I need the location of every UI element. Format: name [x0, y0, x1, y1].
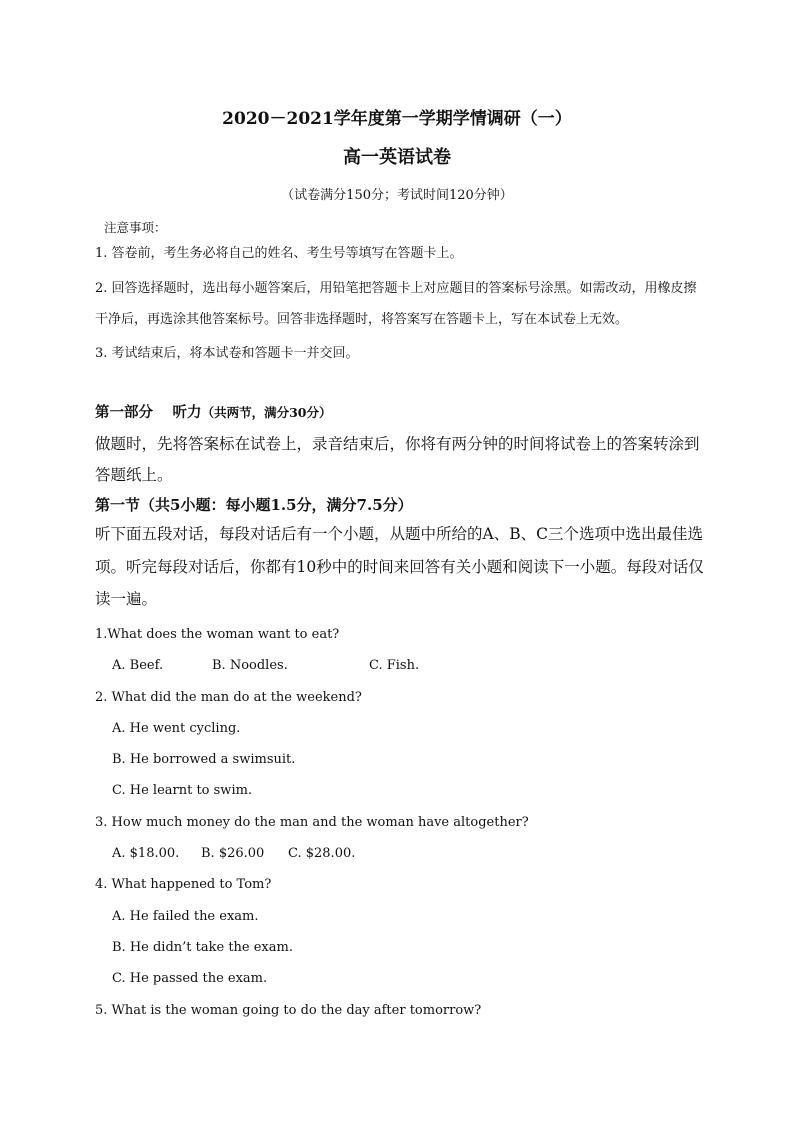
option: B. He didn’t take the exam.	[112, 939, 293, 955]
option: C. He learnt to swim.	[112, 783, 253, 799]
notice-heading: 注意事项：	[104, 220, 167, 235]
option: A. Beef.	[112, 658, 164, 674]
question-stem: 4. What happened to Tom?	[95, 877, 272, 893]
notice-list	[95, 244, 703, 380]
option: A. He failed the exam.	[112, 908, 259, 924]
option: A. $18.00.	[112, 846, 180, 862]
question-stem: 1.What does the woman want to eat?	[95, 627, 340, 642]
notice-item: 3. 考试结束后，将本试卷和答题卡一并交回。	[95, 346, 359, 361]
option: A. He went cycling.	[112, 720, 241, 736]
option: C. $28.00.	[288, 846, 356, 862]
option-row	[95, 838, 529, 869]
exam-title: 2020－2021学年度第一学期学情调研（一）	[222, 109, 572, 129]
part-heading-note: （共两节，满分30分）	[201, 405, 332, 420]
question-list	[95, 619, 529, 1026]
section-heading: 第一节（共5小题：每小题1.5分，满分7.5分）	[95, 496, 413, 514]
option: C. He passed the exam.	[112, 971, 268, 987]
question-stem: 2. What did the man do at the weekend?	[95, 689, 362, 705]
notice-item: 1. 答卷前，考生务必将自己的姓名、考生号等填写在答题卡上。	[95, 246, 463, 261]
exam-meta: （试卷满分150分；考试时间120分钟）	[281, 188, 513, 203]
part-intro: 做题时，先将答案标在试卷上，录音结束后，你将有两分钟的时间将试卷上的答案转涂到答题纸上。	[95, 435, 700, 484]
part-heading-title: 第一部分 听力	[95, 404, 202, 421]
question-stem: 5. What is the woman going to do the day after tomorrow?	[95, 1002, 482, 1018]
option: B. Noodles.	[212, 658, 288, 674]
option: B. $26.00	[201, 846, 265, 862]
question-stem: 3. How much money do the man and the woman have altogether?	[95, 814, 529, 830]
option: B. He borrowed a swimsuit.	[112, 752, 296, 768]
notice-item: 2. 回答选择题时，选出每小题答案后，用铅笔把答题卡上对应题目的答案标号涂黑。如需改动，用橡皮擦干净后，再选涂其他答案标号。回答非选择题时，将答案写在答题卡上，写在本试卷上无效。	[95, 281, 697, 327]
part-heading	[95, 401, 705, 422]
option-row	[95, 650, 529, 681]
exam-subtitle: 高一英语试卷	[343, 147, 451, 168]
option: C. Fish.	[369, 658, 420, 674]
section-intro: 听下面五段对话，每段对话后有一个小题，从题中所给的A、B、C三个选项中选出最佳选项。听完每段对话后，你都有10秒中的时间来回答有关小题和阅读下一小题。每段对话仅读一遍。	[95, 525, 704, 608]
